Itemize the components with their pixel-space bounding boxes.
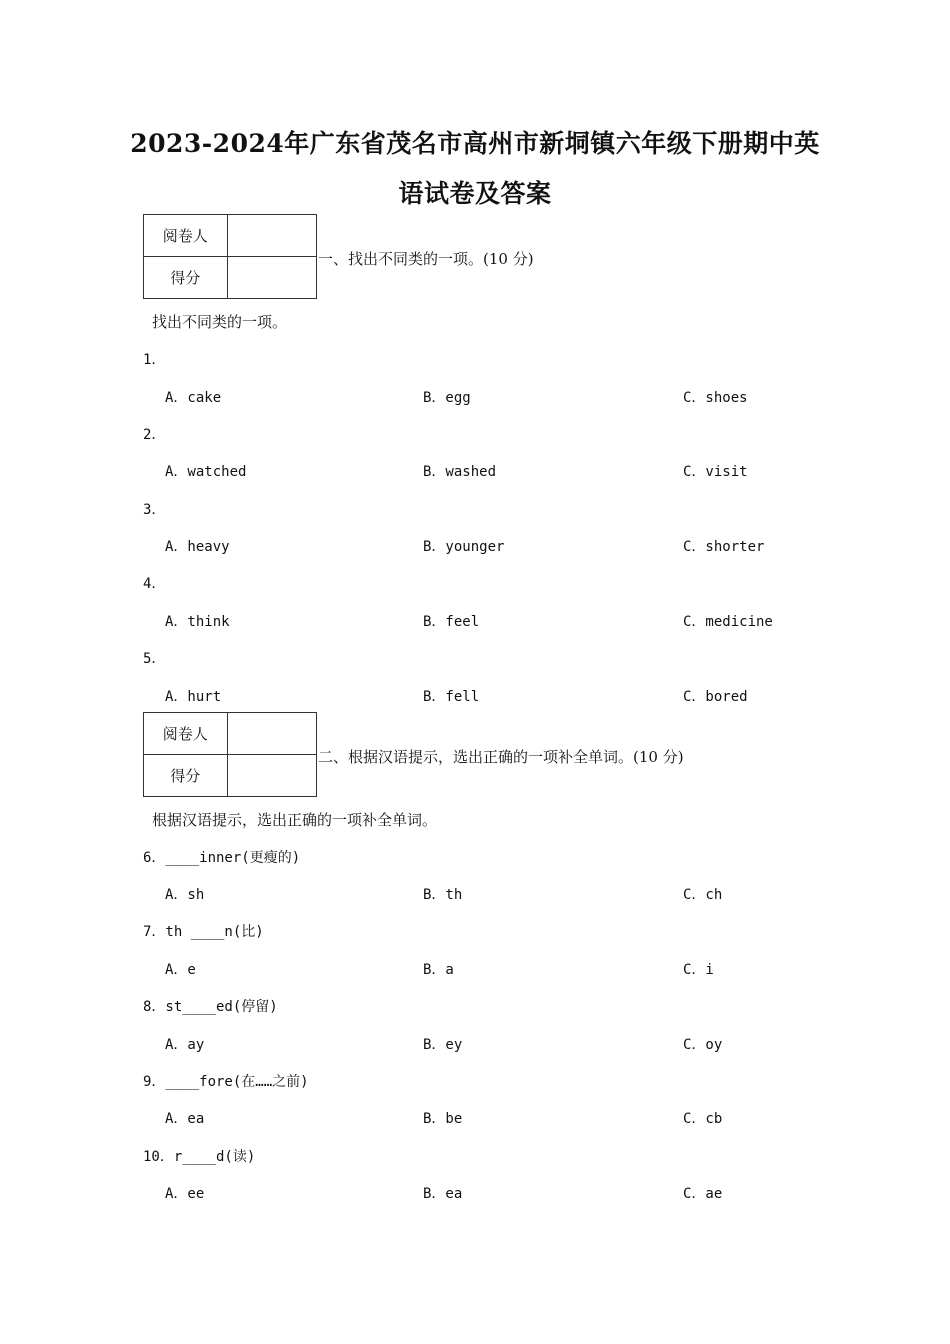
option-b: B．fell bbox=[423, 689, 480, 705]
score-cell bbox=[227, 257, 316, 299]
question-stem: 4． bbox=[143, 576, 166, 592]
option-c: C．visit bbox=[683, 464, 748, 480]
question-stem: 8．st____ed(停留) bbox=[143, 999, 278, 1015]
option-c: C．i bbox=[683, 962, 714, 978]
option-c: C．bored bbox=[683, 689, 748, 705]
option-c: C．shoes bbox=[683, 390, 748, 406]
score-label: 得分 bbox=[144, 257, 228, 299]
option-c: C．ch bbox=[683, 887, 723, 903]
option-a: A．ee bbox=[165, 1186, 205, 1202]
document-title-line-1: 2023-2024年广东省茂名市高州市新垌镇六年级下册期中英 bbox=[130, 129, 820, 158]
option-b: B．feel bbox=[423, 614, 480, 630]
option-c: C．cb bbox=[683, 1111, 723, 1127]
question-stem: 2． bbox=[143, 427, 166, 443]
question-stem: 6．____inner(更瘦的) bbox=[143, 850, 301, 866]
question-stem: 3． bbox=[143, 502, 166, 518]
option-b: B．younger bbox=[423, 539, 505, 555]
score-table-1 bbox=[143, 214, 317, 299]
question-stem: 10．r____d(读) bbox=[143, 1149, 256, 1165]
option-b: B．washed bbox=[423, 464, 497, 480]
section-1-header: 一、找出不同类的一项。(10 分) bbox=[318, 250, 534, 268]
option-b: B．th bbox=[423, 887, 463, 903]
option-a: A．ay bbox=[165, 1037, 205, 1053]
score-label: 得分 bbox=[144, 755, 228, 797]
reviewer-label: 阅卷人 bbox=[144, 215, 228, 257]
document-title-line-2: 语试卷及答案 bbox=[398, 179, 552, 208]
option-c: C．oy bbox=[683, 1037, 723, 1053]
reviewer-cell bbox=[227, 713, 316, 755]
option-a: A．e bbox=[165, 962, 196, 978]
option-c: C．medicine bbox=[683, 614, 773, 630]
option-a: A．heavy bbox=[165, 539, 230, 555]
option-c: C．ae bbox=[683, 1186, 723, 1202]
option-b: B．egg bbox=[423, 390, 471, 406]
question-stem: 1． bbox=[143, 352, 166, 368]
score-cell bbox=[227, 755, 316, 797]
section-1-instruction: 找出不同类的一项。 bbox=[152, 313, 288, 331]
reviewer-cell bbox=[227, 215, 316, 257]
question-stem: 9．____fore(在……之前) bbox=[143, 1074, 309, 1090]
option-b: B．ea bbox=[423, 1186, 463, 1202]
option-b: B．ey bbox=[423, 1037, 463, 1053]
section-2-instruction: 根据汉语提示，选出正确的一项补全单词。 bbox=[152, 811, 438, 829]
option-a: A．sh bbox=[165, 887, 205, 903]
option-a: A．think bbox=[165, 614, 230, 630]
score-table-2 bbox=[143, 712, 317, 797]
question-stem: 5． bbox=[143, 651, 166, 667]
option-a: A．ea bbox=[165, 1111, 205, 1127]
option-c: C．shorter bbox=[683, 539, 765, 555]
option-a: A．cake bbox=[165, 390, 222, 406]
question-stem: 7．th ____n(比) bbox=[143, 924, 264, 940]
option-b: B．be bbox=[423, 1111, 463, 1127]
section-2-header: 二、根据汉语提示，选出正确的一项补全单词。(10 分) bbox=[318, 748, 684, 766]
option-a: A．hurt bbox=[165, 689, 222, 705]
option-a: A．watched bbox=[165, 464, 247, 480]
option-b: B．a bbox=[423, 962, 454, 978]
reviewer-label: 阅卷人 bbox=[144, 713, 228, 755]
